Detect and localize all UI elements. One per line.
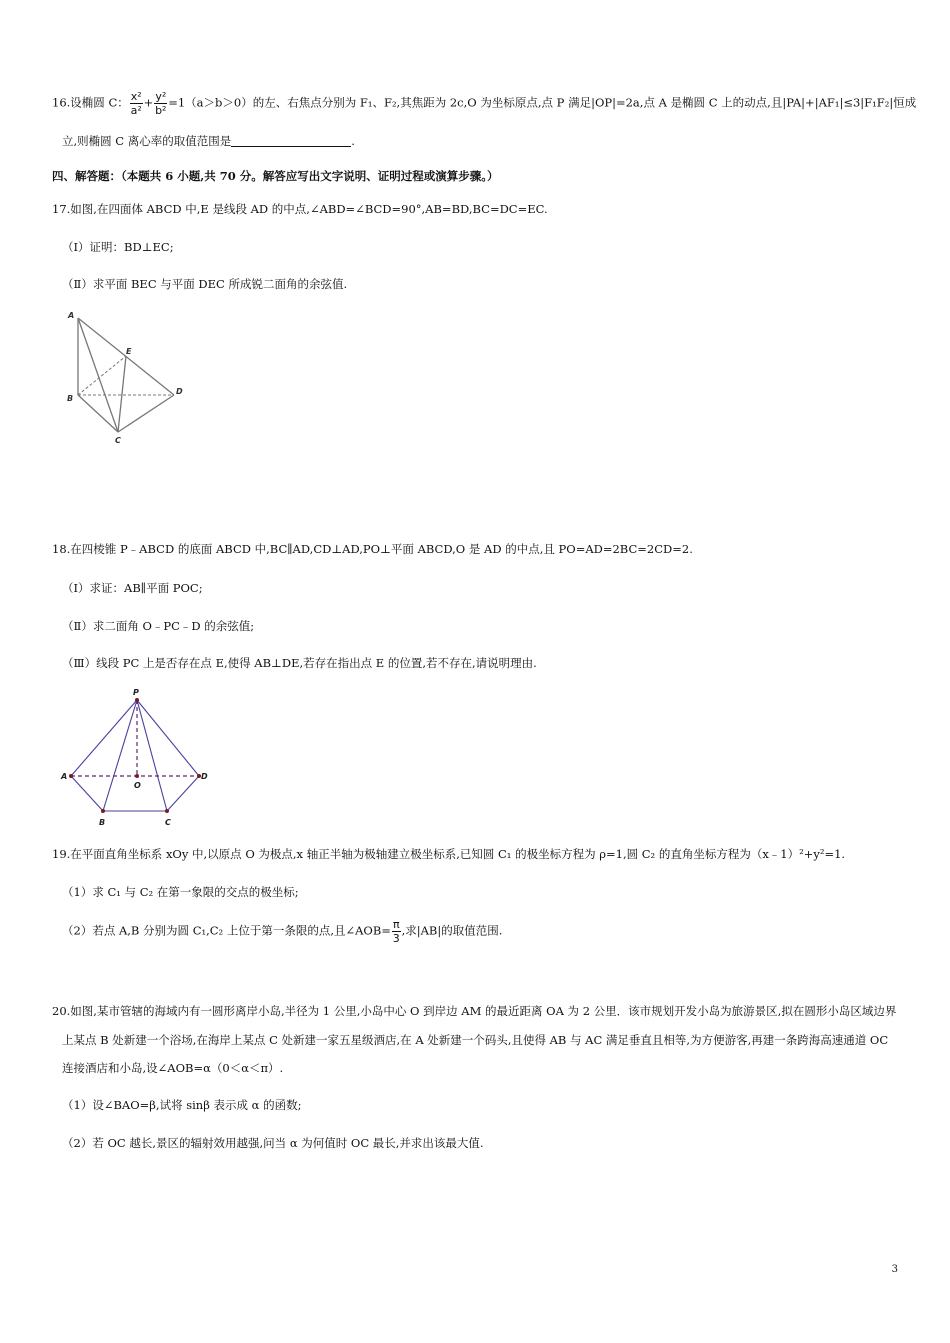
q17-stem: 17.如图,在四面体 ABCD 中,E 是线段 AD 的中点,∠ABD=∠BCD=90°,AB=BD,BC=DC=EC. xyxy=(52,202,548,216)
q16-line1 xyxy=(52,90,916,117)
q19-frac-den: 3 xyxy=(392,932,400,945)
q16-frac-x-den: a² xyxy=(130,104,142,117)
fig17-label-a: A xyxy=(68,311,75,320)
q16-line2-end: . xyxy=(351,134,355,148)
q19-fraction-pi-3 xyxy=(392,918,401,945)
fig18-label-c: C xyxy=(165,818,171,827)
q16-rest: =1（a＞b＞0）的左、右焦点分别为 F₁、F₂,其焦距为 2c,O 为坐标原点,点 P 满足|OP|=2a,点 A 是椭圆 C 上的动点,且|PA|+|AF₁|≤3|F₁F₂|恒成 xyxy=(168,95,917,110)
fig17-label-e: E xyxy=(126,347,132,356)
q18-part2: （Ⅱ）求二面角 O﹣PC﹣D 的余弦值; xyxy=(62,619,255,633)
point-p xyxy=(135,698,139,702)
q16-prefix: 16.设椭圆 C： xyxy=(52,95,129,110)
q17-part2: （Ⅱ）求平面 BEC 与平面 DEC 所成锐二面角的余弦值. xyxy=(62,277,348,291)
edge-be-hidden xyxy=(78,356,126,395)
fig17-label-d: D xyxy=(176,387,183,396)
edge-pa xyxy=(71,700,137,776)
q19-part2-a: （2）若点 A,B 分别为圆 C₁,C₂ 上位于第一条限的点,且∠AOB= xyxy=(62,923,391,938)
q19-part2 xyxy=(62,918,502,945)
q19-part1: （1）求 C₁ 与 C₂ 在第一象限的交点的极坐标; xyxy=(62,885,299,899)
q20-line1: 20.如图,某市管辖的海域内有一圆形离岸小岛,半径为 1 公里,小岛中心 O 到岸边 AM 的最近距离 OA 为 2 公里．该市规划开发小岛为旅游景区,拟在圆形小岛区域边界 xyxy=(52,1004,897,1018)
edge-cd xyxy=(167,776,199,811)
edge-cd xyxy=(118,395,174,432)
edge-ec xyxy=(118,356,126,432)
point-a xyxy=(69,774,73,778)
q18-part1: （Ⅰ）求证：AB∥平面 POC; xyxy=(62,581,203,595)
fig17-label-c: C xyxy=(115,436,121,445)
fig18-label-o: O xyxy=(134,781,141,790)
fig18-label-p: P xyxy=(133,688,139,697)
q18-stem: 18.在四棱锥 P﹣ABCD 的底面 ABCD 中,BC∥AD,CD⊥AD,PO⊥平面 ABCD,O 是 AD 的中点,且 PO=AD=2BC=2CD=2. xyxy=(52,542,693,556)
q19-frac-num: π xyxy=(392,918,400,931)
point-o xyxy=(135,774,139,778)
q17-part1: （Ⅰ）证明：BD⊥EC; xyxy=(62,240,174,254)
edge-ac xyxy=(78,318,118,432)
q16-fraction-x xyxy=(130,90,143,117)
q19-stem: 19.在平面直角坐标系 xOy 中,以原点 O 为极点,x 轴正半轴为极轴建立极坐标系,已知圆 C₁ 的极坐标方程为 ρ=1,圆 C₂ 的直角坐标方程为（x﹣1）²+y²=1. xyxy=(52,847,846,861)
fig18-label-a: A xyxy=(61,772,68,781)
edge-pd xyxy=(137,700,199,776)
q16-line2 xyxy=(62,133,355,149)
edge-pc xyxy=(137,700,167,811)
q20-line2: 上某点 B 处新建一个浴场,在海岸上某点 C 处新建一家五星级酒店,在 A 处新建一个码头,且使得 AB 与 AC 满足垂直且相等,为方便游客,再建一条跨海高速通道 OC xyxy=(62,1033,889,1047)
point-b xyxy=(101,809,105,813)
q16-plus: + xyxy=(143,95,154,110)
fig18-label-b: B xyxy=(99,818,106,827)
edge-ab xyxy=(71,776,103,811)
q16-line2-text: 立,则椭圆 C 离心率的取值范围是 xyxy=(62,134,232,148)
q20-part2: （2）若 OC 越长,景区的辐射效用越强,问当 α 为何值时 OC 最长,并求出该最大值. xyxy=(62,1136,484,1150)
q18-part3: （Ⅲ）线段 PC 上是否存在点 E,使得 AB⊥DE,若存在指出点 E 的位置,若不存在,请说明理由. xyxy=(62,656,537,670)
q17-tetrahedron-figure xyxy=(62,308,192,448)
q19-part2-b: ,求|AB|的取值范围. xyxy=(401,923,503,938)
section4-heading: 四、解答题：（本题共 6 小题,共 70 分。解答应写出文字说明、证明过程或演算步骤。） xyxy=(52,169,499,183)
q20-part1: （1）设∠BAO=β,试将 sinβ 表示成 α 的函数; xyxy=(62,1098,302,1112)
q16-frac-y-den: b² xyxy=(155,104,167,117)
point-c xyxy=(165,809,169,813)
q16-frac-x-num: x² xyxy=(130,90,142,103)
page-number: 3 xyxy=(891,1264,898,1275)
q16-frac-y-num: y² xyxy=(155,90,167,103)
q18-pyramid-figure xyxy=(60,686,220,831)
q16-fraction-y xyxy=(154,90,167,117)
edge-pb xyxy=(103,700,137,811)
fig17-label-b: B xyxy=(67,394,74,403)
fig18-label-d: D xyxy=(201,772,208,781)
q16-answer-blank xyxy=(231,134,351,147)
q20-line3: 连接酒店和小岛,设∠AOB=α（0＜α＜π）. xyxy=(62,1061,284,1075)
